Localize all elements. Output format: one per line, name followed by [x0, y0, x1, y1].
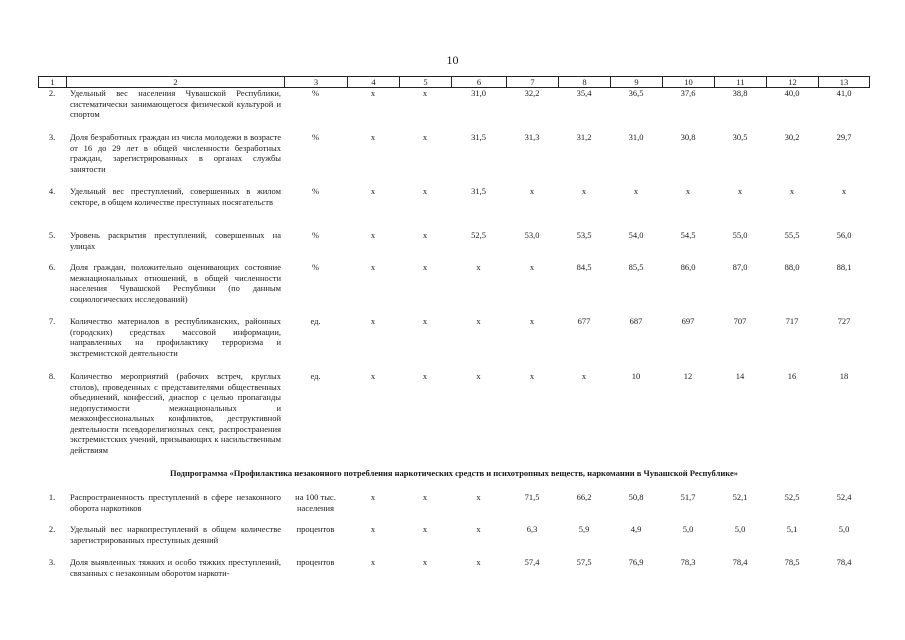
- value-cell: 52,4: [836, 492, 852, 502]
- header-cell: 2: [66, 77, 284, 87]
- header-cell: 5: [399, 77, 451, 87]
- value-cell: 5,1: [786, 524, 798, 534]
- value-cell: x: [370, 132, 376, 142]
- value-cell: x: [422, 88, 428, 98]
- value-cell: 4,9: [630, 524, 642, 534]
- row-number: 7.: [48, 316, 56, 326]
- table-row: [38, 371, 870, 455]
- value-cell: 30,5: [732, 132, 748, 142]
- unit-cell: %: [311, 132, 320, 142]
- indicator-text: Доля безработных граждан из числа молодежи в возрасте от 16 до 29 лет в общей численности безработных граждан, зарегистрированных в органах службы занятости: [70, 132, 281, 174]
- value-cell: 36,5: [628, 88, 644, 98]
- value-cell: x: [789, 186, 795, 196]
- value-cell: 53,5: [576, 230, 592, 240]
- value-cell: 31,0: [471, 88, 486, 98]
- table-row: [38, 230, 870, 251]
- indicator-text: Доля граждан, положительно оценивающих состояние межнациональных отношений, в общей численности населения Чувашской Республики (по данным социологических исследований): [70, 262, 281, 304]
- value-cell: 71,5: [524, 492, 540, 502]
- value-cell: 88,0: [784, 262, 800, 272]
- row-number: 3.: [48, 132, 56, 142]
- value-cell: 30,2: [784, 132, 800, 142]
- value-cell: x: [370, 492, 376, 502]
- header-cell: 11: [714, 77, 766, 87]
- value-cell: 50,8: [628, 492, 644, 502]
- value-cell: 78,3: [680, 557, 696, 567]
- row-number: 2.: [48, 524, 56, 534]
- table-row: [38, 88, 870, 120]
- value-cell: 31,5: [471, 132, 486, 142]
- value-cell: 55,0: [732, 230, 748, 240]
- value-cell: 78,4: [732, 557, 748, 567]
- value-cell: 6,3: [526, 524, 538, 534]
- value-cell: 30,8: [680, 132, 696, 142]
- value-cell: 10: [631, 371, 641, 381]
- value-cell: x: [370, 88, 376, 98]
- value-cell: 40,0: [784, 88, 800, 98]
- unit-cell: процентов: [296, 524, 335, 534]
- value-cell: 18: [839, 371, 849, 381]
- value-cell: x: [422, 230, 428, 240]
- indicator-text: Удельный вес наркопреступлений в общем количестве зарегистрированных преступных деяний: [70, 524, 281, 545]
- value-cell: 5,0: [734, 524, 746, 534]
- value-cell: x: [422, 371, 428, 381]
- indicator-text: Удельный вес преступлений, совершенных в жилом секторе, в общем количестве преступных посягательств: [70, 186, 281, 207]
- value-cell: x: [529, 371, 535, 381]
- indicator-text: Удельный вес населения Чувашской Республики, систематически занимающегося физической культурой и спортом: [70, 88, 281, 119]
- value-cell: x: [422, 186, 428, 196]
- value-cell: 16: [787, 371, 797, 381]
- value-cell: 56,0: [836, 230, 852, 240]
- value-cell: 32,2: [524, 88, 540, 98]
- unit-cell: ед.: [310, 316, 321, 326]
- header-cell: 3: [284, 77, 347, 87]
- table-row: [38, 316, 870, 358]
- value-cell: 38,8: [732, 88, 748, 98]
- value-cell: x: [529, 186, 535, 196]
- value-cell: 66,2: [576, 492, 592, 502]
- value-cell: 5,0: [682, 524, 694, 534]
- value-cell: 31,2: [576, 132, 592, 142]
- value-cell: 51,7: [680, 492, 696, 502]
- value-cell: x: [422, 492, 428, 502]
- unit-cell: ед.: [310, 371, 321, 381]
- row-number: 4.: [48, 186, 56, 196]
- unit-cell: %: [311, 88, 320, 98]
- value-cell: 29,7: [836, 132, 852, 142]
- indicator-text: Уровень раскрытия преступлений, совершенных на улицах: [70, 230, 281, 251]
- value-cell: x: [422, 262, 428, 272]
- row-number: 5.: [48, 230, 56, 240]
- header-cell: 10: [662, 77, 714, 87]
- value-cell: 12: [683, 371, 693, 381]
- table-row: [38, 186, 870, 207]
- value-cell: 31,5: [471, 186, 486, 196]
- page-number: 10: [446, 53, 459, 67]
- value-cell: 5,0: [838, 524, 850, 534]
- value-cell: 697: [681, 316, 695, 326]
- unit-cell: процентов: [296, 557, 335, 567]
- unit-cell: %: [311, 230, 320, 240]
- value-cell: x: [370, 524, 376, 534]
- value-cell: 5,9: [578, 524, 590, 534]
- value-cell: x: [737, 186, 743, 196]
- subprogram-title: Подпрограмма «Профилактика незаконного потребления наркотических средств и психотропных веществ, наркомании в Чувашской Республике»: [170, 468, 738, 478]
- header-cell: 13: [818, 77, 870, 87]
- value-cell: 707: [733, 316, 747, 326]
- header-cell: 9: [610, 77, 662, 87]
- value-cell: 54,5: [680, 230, 696, 240]
- header-cell: 7: [506, 77, 558, 87]
- row-number: 8.: [48, 371, 56, 381]
- value-cell: x: [476, 316, 481, 326]
- value-cell: x: [370, 557, 376, 567]
- value-cell: 55,5: [784, 230, 800, 240]
- value-cell: x: [370, 371, 376, 381]
- value-cell: 717: [785, 316, 799, 326]
- value-cell: 31,0: [628, 132, 644, 142]
- value-cell: 57,5: [576, 557, 592, 567]
- value-cell: 37,6: [680, 88, 696, 98]
- value-cell: x: [476, 524, 481, 534]
- value-cell: x: [476, 262, 481, 272]
- value-cell: x: [422, 316, 428, 326]
- table-header-row: [38, 76, 870, 88]
- value-cell: 78,5: [784, 557, 800, 567]
- unit-cell: %: [311, 186, 320, 196]
- value-cell: 53,0: [524, 230, 540, 240]
- table-row: [38, 132, 870, 174]
- value-cell: x: [633, 186, 639, 196]
- value-cell: 31,3: [524, 132, 540, 142]
- header-cell: 4: [347, 77, 399, 87]
- value-cell: 54,0: [628, 230, 644, 240]
- table-row: [38, 492, 870, 513]
- value-cell: 677: [577, 316, 591, 326]
- value-cell: 41,0: [836, 88, 852, 98]
- value-cell: x: [685, 186, 691, 196]
- value-cell: x: [370, 262, 376, 272]
- value-cell: 57,4: [524, 557, 540, 567]
- value-cell: x: [370, 230, 376, 240]
- value-cell: x: [476, 492, 481, 502]
- indicators-table: [38, 76, 870, 578]
- value-cell: x: [422, 557, 428, 567]
- table-row: [38, 557, 870, 578]
- value-cell: 87,0: [732, 262, 748, 272]
- value-cell: x: [581, 186, 587, 196]
- value-cell: 35,4: [576, 88, 592, 98]
- value-cell: x: [841, 186, 847, 196]
- value-cell: x: [529, 316, 535, 326]
- indicator-text: Доля выявленных тяжких и особо тяжких преступлений, связанных с незаконным оборотом наркоти-: [70, 557, 281, 578]
- value-cell: x: [581, 371, 587, 381]
- value-cell: 52,1: [732, 492, 748, 502]
- value-cell: 88,1: [836, 262, 852, 272]
- value-cell: 86,0: [680, 262, 696, 272]
- value-cell: 727: [837, 316, 851, 326]
- value-cell: 14: [735, 371, 745, 381]
- value-cell: 85,5: [628, 262, 644, 272]
- value-cell: 52,5: [471, 230, 486, 240]
- value-cell: x: [370, 316, 376, 326]
- value-cell: x: [422, 132, 428, 142]
- value-cell: x: [370, 186, 376, 196]
- table-row: [38, 262, 870, 304]
- indicator-text: Количество материалов в республиканских, районных (городских) средствах массовой информации, направленных на профилактику терроризма и экстремистской деятельности: [70, 316, 281, 358]
- header-cell: 12: [766, 77, 818, 87]
- row-number: 3.: [48, 557, 56, 567]
- header-cell: 6: [451, 77, 506, 87]
- unit-cell: на 100 тыс. населения: [295, 492, 336, 513]
- value-cell: x: [529, 262, 535, 272]
- value-cell: 52,5: [784, 492, 800, 502]
- header-cell: 8: [558, 77, 610, 87]
- value-cell: 78,4: [836, 557, 852, 567]
- header-cell: 1: [38, 77, 66, 87]
- row-number: 2.: [48, 88, 56, 98]
- value-cell: 84,5: [576, 262, 592, 272]
- table-row: [38, 524, 870, 545]
- indicator-text: Количество мероприятий (рабочих встреч, круглых столов), проведенных с представителями общественных объединений, конфессий, диаспор с целью пропаганды недопустимости межнациональных и межконфессиональных конфликтов, деструктивной деятельности псевдорелигиозных сект, распространения экстремистских учений, призывающих к насильственным действиям: [70, 371, 281, 455]
- unit-cell: %: [311, 262, 320, 272]
- value-cell: 76,9: [628, 557, 644, 567]
- row-number: 1.: [48, 492, 56, 502]
- row-number: 6.: [48, 262, 56, 272]
- value-cell: x: [476, 371, 481, 381]
- value-cell: 687: [629, 316, 643, 326]
- indicator-text: Распространенность преступлений в сфере незаконного оборота наркотиков: [70, 492, 281, 513]
- value-cell: x: [476, 557, 481, 567]
- value-cell: x: [422, 524, 428, 534]
